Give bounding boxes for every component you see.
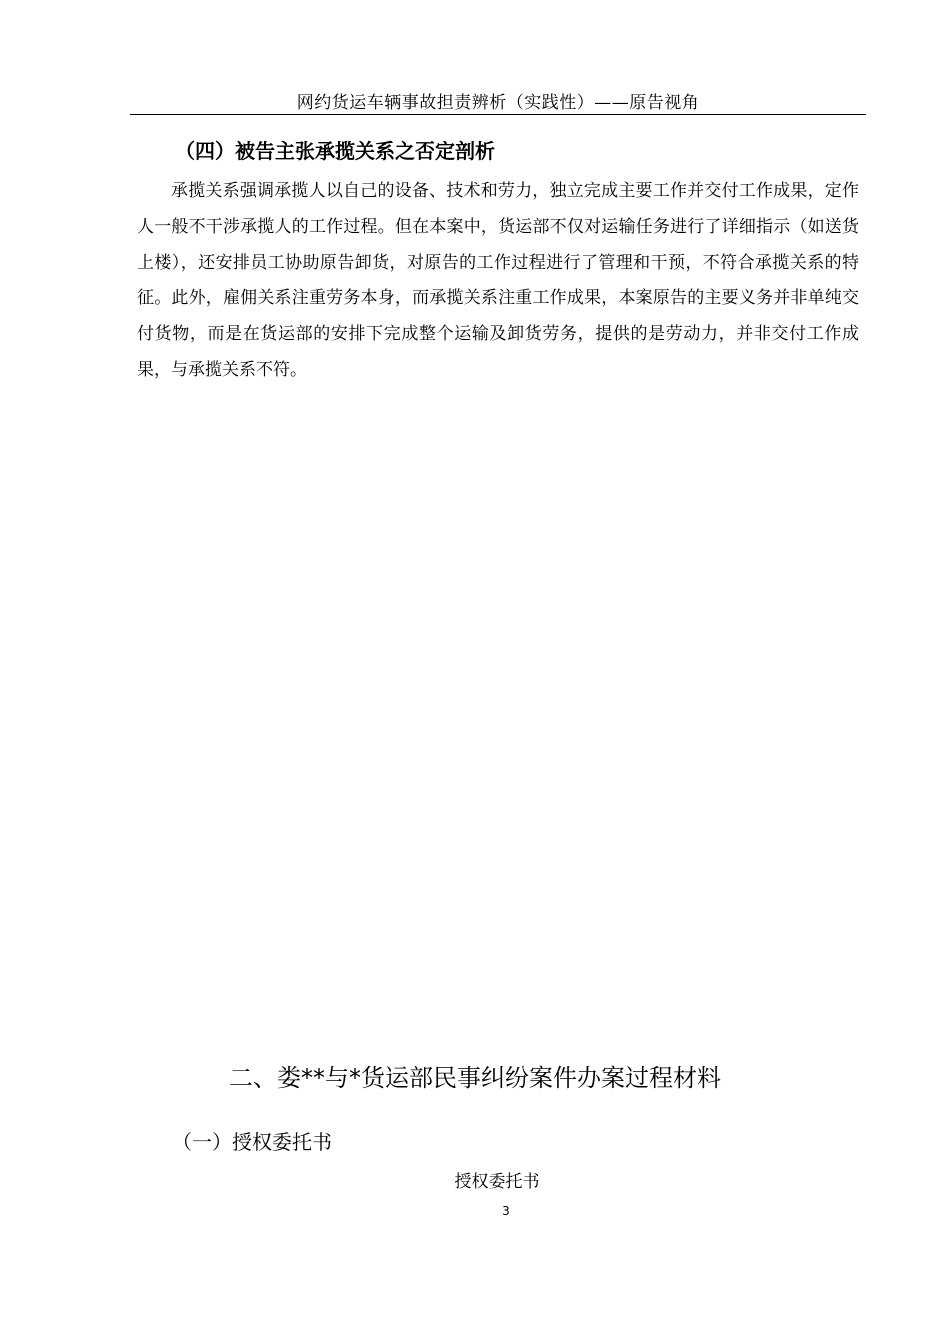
section-heading: （四）被告主张承揽关系之否定剖析 <box>175 139 495 163</box>
body-paragraph: 承揽关系强调承揽人以自己的设备、技术和劳力，独立完成主要工作并交付工作成果，定作人一般不干涉承揽人的工作过程。但在本案中，货运部不仅对运输任务进行了详细指示（如送货上楼），还安排员工协助原告卸货，对原告的工作过程进行了管理和干预，不符合承揽关系的特征。此外，雇佣关系注重劳务本身，而承揽关系注重工作成果，本案原告的主要义务并非单纯交付货物，而是在货运部的安排下完成整个运输及卸货劳务，提供的是劳动力，并非交付工作成果，与承揽关系不符。 <box>137 181 859 380</box>
chapter-title: 二、娄**与*货运部民事纠纷案件办案过程材料 <box>229 1064 721 1092</box>
document-title: 授权委托书 <box>454 1172 540 1192</box>
page-number: 3 <box>502 1204 510 1218</box>
sub-heading: （一）授权委托书 <box>172 1130 332 1154</box>
running-header: 网约货运车辆事故担责辨析（实践性）——原告视角 <box>130 92 866 115</box>
